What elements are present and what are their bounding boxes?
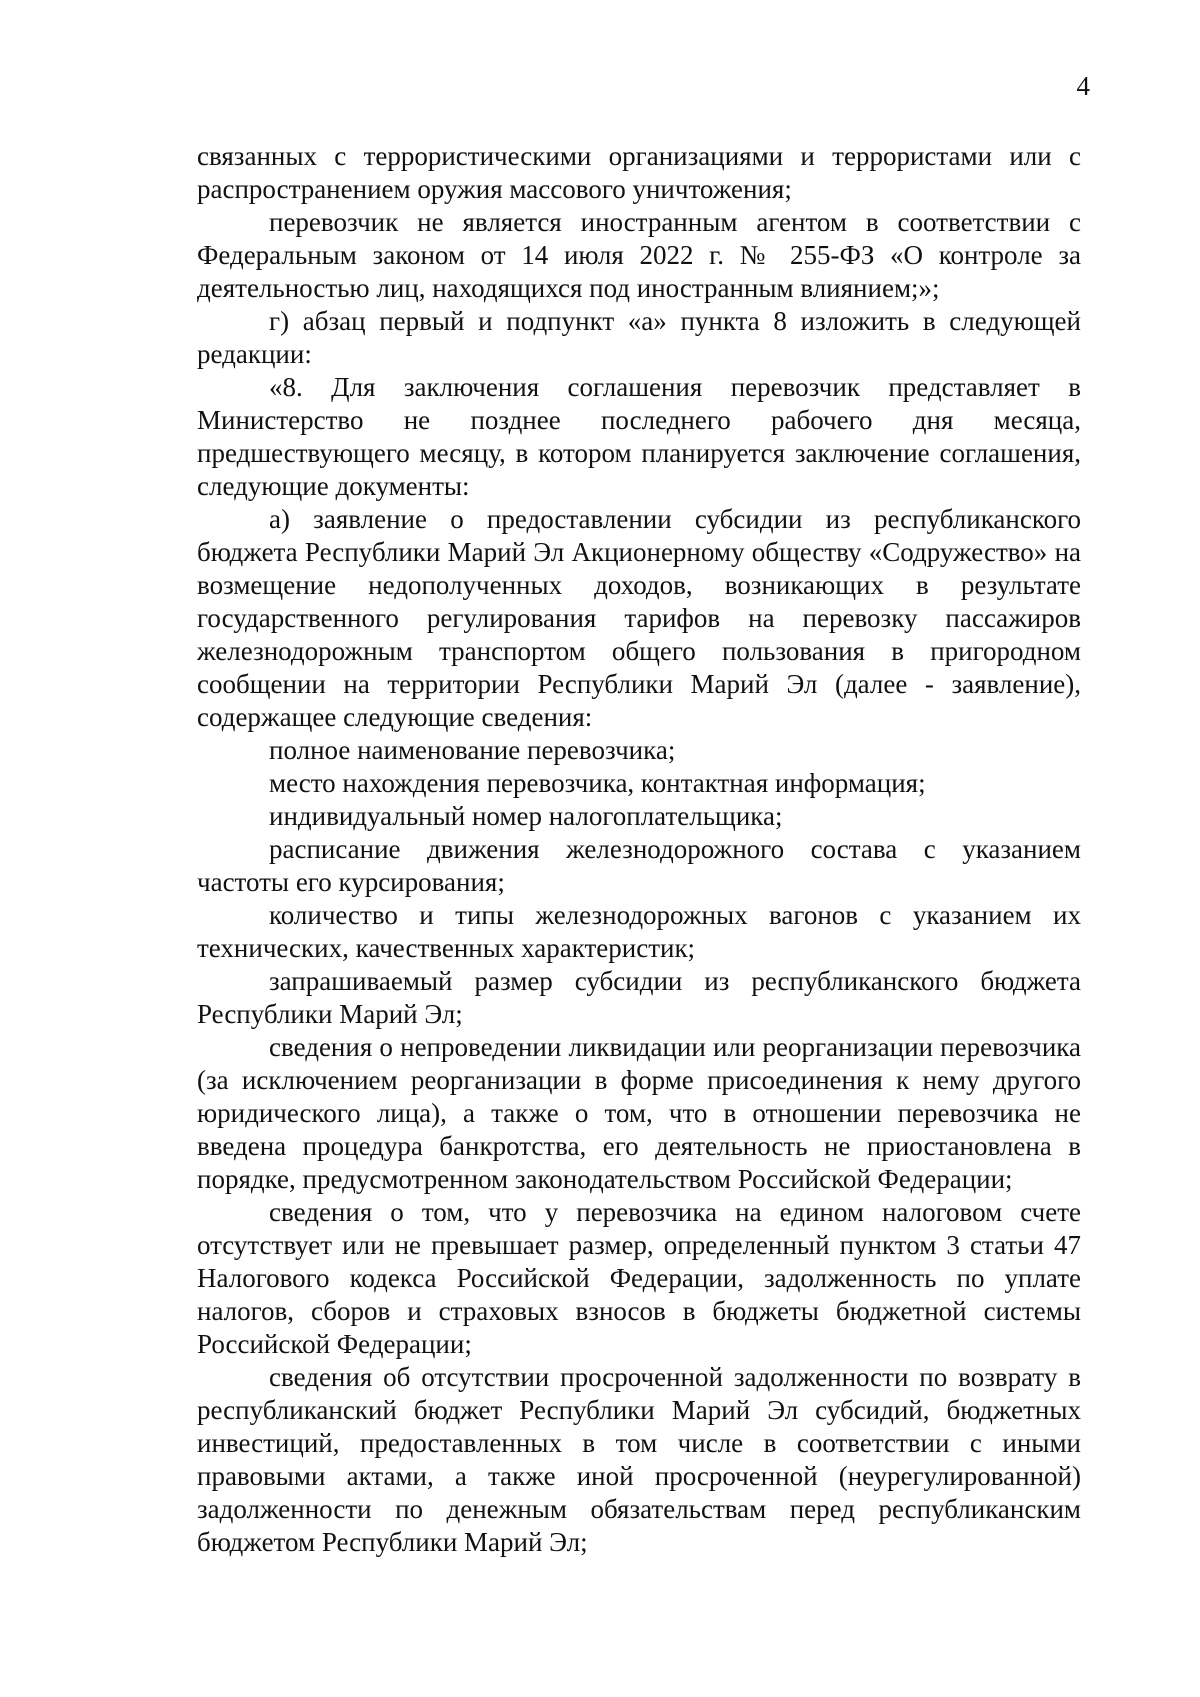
paragraph: количество и типы железнодорожных вагонов с указанием их технических, качественных характеристик; xyxy=(197,900,1081,963)
document-body xyxy=(197,140,1081,1559)
page-number: 4 xyxy=(1076,71,1090,101)
paragraph: сведения о непроведении ликвидации или реорганизации перевозчика (за исключением реорганизации в форме присоединения к нему другого юридического лица), а также о том, что в отношении перевозчика не введена процедура банкротства, его деятельность не приостановлена в порядке, предусмотренном законодательством Российской Федерации; xyxy=(197,1032,1081,1194)
paragraph: г) абзац первый и подпункт «а» пункта 8 изложить в следующей редакции: xyxy=(197,306,1081,369)
paragraph: запрашиваемый размер субсидии из республиканского бюджета Республики Марий Эл; xyxy=(197,966,1081,1029)
paragraph: связанных с террористическими организациями и террористами или с распространением оружия массового уничтожения; xyxy=(197,141,1081,204)
paragraph: расписание движения железнодорожного состава с указанием частоты его курсирования; xyxy=(197,834,1081,897)
paragraph: а) заявление о предоставлении субсидии из республиканского бюджета Республики Марий Эл Акционерному обществу «Содружество» на возмещение недополученных доходов, возникающих в результате государственного регулирования тарифов на перевозку пассажиров железнодорожным транспортом общего пользования в пригородном сообщении на территории Республики Марий Эл (далее - заявление), содержащее следующие сведения: xyxy=(197,504,1081,732)
paragraph: перевозчик не является иностранным агентом в соответствии с Федеральным законом от 14 июля 2022 г. № 255-ФЗ «О контроле за деятельностью лиц, находящихся под иностранным влиянием;»; xyxy=(197,207,1081,303)
paragraph: индивидуальный номер налогоплательщика; xyxy=(269,801,783,831)
paragraph: сведения об отсутствии просроченной задолженности по возврату в республиканский бюджет Республики Марий Эл субсидий, бюджетных инвестиций, предоставленных в том числе в соответствии с иными правовыми актами, а также иной просроченной (неурегулированной) задолженности по денежным обязательствам перед республиканским бюджетом Республики Марий Эл; xyxy=(197,1362,1081,1557)
paragraph: место нахождения перевозчика, контактная информация; xyxy=(269,768,926,798)
paragraph: полное наименование перевозчика; xyxy=(269,735,676,765)
paragraph: «8. Для заключения соглашения перевозчик представляет в Министерство не позднее последнего рабочего дня месяца, предшествующего месяцу, в котором планируется заключение соглашения, следующие документы: xyxy=(197,372,1081,501)
paragraph: сведения о том, что у перевозчика на едином налоговом счете отсутствует или не превышает размер, определенный пунктом 3 статьи 47 Налогового кодекса Российской Федерации, задолженность по уплате налогов, сборов и страховых взносов в бюджеты бюджетной системы Российской Федерации; xyxy=(197,1197,1081,1359)
